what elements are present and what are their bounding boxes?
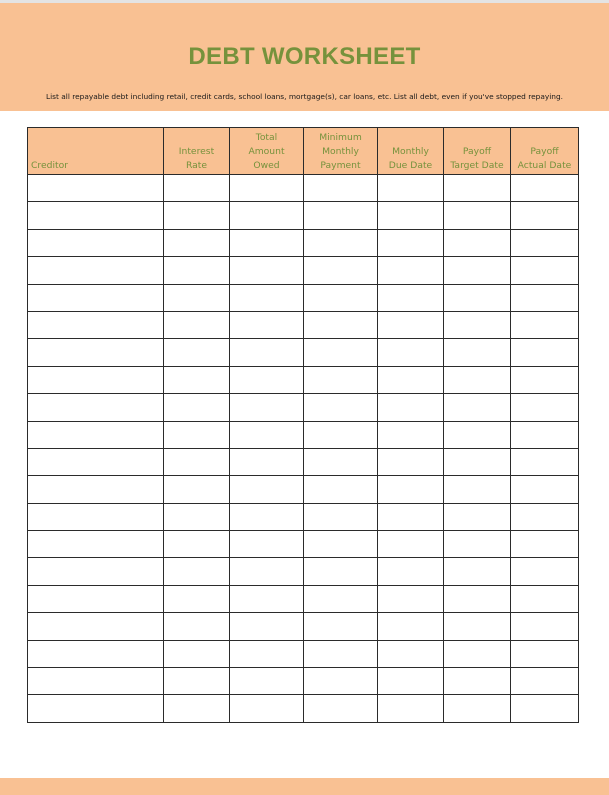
cell-payoff-target-date[interactable] [444,668,511,695]
cell-payoff-target-date[interactable] [444,448,511,475]
cell-payoff-target-date[interactable] [444,284,511,311]
cell-payoff-actual-date[interactable] [511,668,579,695]
table-header [28,128,579,175]
cell-minimum-monthly-payment[interactable] [304,531,378,558]
cell-total-amount-owed[interactable] [230,531,304,558]
cell-creditor[interactable] [28,339,164,366]
cell-creditor[interactable] [28,175,164,202]
cell-payoff-target-date[interactable] [444,531,511,558]
cell-creditor[interactable] [28,284,164,311]
table-row [28,366,579,393]
cell-payoff-target-date[interactable] [444,394,511,421]
cell-creditor[interactable] [28,448,164,475]
column-header-monthly-due-date [378,128,444,175]
table-row [28,613,579,640]
cell-payoff-actual-date[interactable] [511,531,579,558]
cell-payoff-actual-date[interactable] [511,175,579,202]
cell-monthly-due-date[interactable] [378,503,444,530]
cell-interest-rate[interactable] [164,394,230,421]
cell-monthly-due-date[interactable] [378,613,444,640]
cell-creditor[interactable] [28,585,164,612]
cell-creditor[interactable] [28,613,164,640]
column-header-interest-rate [164,128,230,175]
cell-total-amount-owed[interactable] [230,640,304,667]
cell-interest-rate[interactable] [164,585,230,612]
cell-payoff-target-date[interactable] [444,257,511,284]
cell-total-amount-owed[interactable] [230,175,304,202]
cell-interest-rate[interactable] [164,175,230,202]
table-row [28,339,579,366]
cell-total-amount-owed[interactable] [230,585,304,612]
cell-payoff-actual-date[interactable] [511,257,579,284]
cell-minimum-monthly-payment[interactable] [304,202,378,229]
cell-payoff-actual-date[interactable] [511,421,579,448]
column-header-label: Payoff [530,146,559,157]
cell-payoff-actual-date[interactable] [511,695,579,722]
table-row [28,448,579,475]
cell-interest-rate[interactable] [164,668,230,695]
column-header-label: Rate [185,160,208,171]
cell-monthly-due-date[interactable] [378,366,444,393]
cell-payoff-target-date[interactable] [444,202,511,229]
column-header-label: Interest [178,146,215,157]
cell-payoff-target-date[interactable] [444,421,511,448]
cell-interest-rate[interactable] [164,229,230,256]
cell-creditor[interactable] [28,668,164,695]
cell-creditor[interactable] [28,476,164,503]
cell-monthly-due-date[interactable] [378,257,444,284]
cell-monthly-due-date[interactable] [378,448,444,475]
cell-interest-rate[interactable] [164,339,230,366]
cell-minimum-monthly-payment[interactable] [304,448,378,475]
table-row [28,202,579,229]
cell-monthly-due-date[interactable] [378,202,444,229]
column-header-label: Due Date [388,160,433,171]
column-header-label: Creditor [31,160,69,171]
cell-minimum-monthly-payment[interactable] [304,613,378,640]
column-header-payoff-target-date [444,128,511,175]
cell-monthly-due-date[interactable] [378,531,444,558]
cell-total-amount-owed[interactable] [230,366,304,393]
cell-total-amount-owed[interactable] [230,558,304,585]
cell-creditor[interactable] [28,366,164,393]
column-header-minimum-monthly-payment [304,128,378,175]
cell-interest-rate[interactable] [164,640,230,667]
column-header-total-amount-owed [230,128,304,175]
column-header-label: Monthly [322,146,359,157]
table-row [28,558,579,585]
cell-minimum-monthly-payment[interactable] [304,366,378,393]
table-row [28,503,579,530]
column-header-label: Payoff [462,146,492,157]
cell-payoff-actual-date[interactable] [511,202,579,229]
instructions-text: List all repayable debt including retail, credit cards, school loans, mortgage(s), car loans, etc. List all debt, even if you've stopped repaying. [45,92,564,101]
cell-monthly-due-date[interactable] [378,229,444,256]
cell-payoff-target-date[interactable] [444,503,511,530]
column-header-payoff-actual-date [511,128,579,175]
cell-payoff-actual-date[interactable] [511,585,579,612]
cell-payoff-target-date[interactable] [444,311,511,338]
cell-total-amount-owed[interactable] [230,257,304,284]
table-row [28,640,579,667]
cell-total-amount-owed[interactable] [230,229,304,256]
table-row [28,257,579,284]
cell-minimum-monthly-payment[interactable] [304,257,378,284]
cell-payoff-actual-date[interactable] [511,366,579,393]
cell-minimum-monthly-payment[interactable] [304,175,378,202]
table-row [28,476,579,503]
cell-interest-rate[interactable] [164,476,230,503]
page-title: DEBT WORKSHEET [188,43,421,70]
cell-monthly-due-date[interactable] [378,668,444,695]
cell-payoff-target-date[interactable] [444,366,511,393]
cell-creditor[interactable] [28,695,164,722]
cell-payoff-target-date[interactable] [444,229,511,256]
cell-interest-rate[interactable] [164,613,230,640]
table-row [28,531,579,558]
cell-interest-rate[interactable] [164,421,230,448]
cell-payoff-target-date[interactable] [444,476,511,503]
cell-monthly-due-date[interactable] [378,284,444,311]
cell-minimum-monthly-payment[interactable] [304,558,378,585]
column-header-label: Target Date [450,160,504,171]
table-row [28,585,579,612]
cell-interest-rate[interactable] [164,448,230,475]
table-row [28,229,579,256]
cell-minimum-monthly-payment[interactable] [304,421,378,448]
cell-minimum-monthly-payment[interactable] [304,229,378,256]
cell-minimum-monthly-payment[interactable] [304,394,378,421]
table-row [28,668,579,695]
column-header-creditor [28,128,164,175]
cell-minimum-monthly-payment[interactable] [304,695,378,722]
cell-total-amount-owed[interactable] [230,613,304,640]
table-row [28,175,579,202]
table-row [28,421,579,448]
cell-creditor[interactable] [28,394,164,421]
table-row [28,284,579,311]
cell-creditor[interactable] [28,229,164,256]
cell-minimum-monthly-payment[interactable] [304,640,378,667]
cell-minimum-monthly-payment[interactable] [304,339,378,366]
column-header-label: Actual Date [517,160,572,171]
cell-monthly-due-date[interactable] [378,311,444,338]
cell-minimum-monthly-payment[interactable] [304,284,378,311]
cell-creditor[interactable] [28,202,164,229]
cell-payoff-actual-date[interactable] [511,640,579,667]
cell-payoff-target-date[interactable] [444,558,511,585]
cell-payoff-target-date[interactable] [444,695,511,722]
cell-interest-rate[interactable] [164,531,230,558]
cell-interest-rate[interactable] [164,695,230,722]
cell-total-amount-owed[interactable] [230,311,304,338]
cell-payoff-actual-date[interactable] [511,394,579,421]
cell-total-amount-owed[interactable] [230,476,304,503]
cell-interest-rate[interactable] [164,311,230,338]
cell-total-amount-owed[interactable] [230,394,304,421]
cell-payoff-actual-date[interactable] [511,476,579,503]
cell-minimum-monthly-payment[interactable] [304,668,378,695]
cell-monthly-due-date[interactable] [378,558,444,585]
cell-payoff-target-date[interactable] [444,339,511,366]
cell-minimum-monthly-payment[interactable] [304,311,378,338]
table-body [28,175,579,723]
cell-monthly-due-date[interactable] [378,476,444,503]
column-header-label: Minimum [319,132,362,143]
cell-payoff-actual-date[interactable] [511,229,579,256]
cell-monthly-due-date[interactable] [378,394,444,421]
cell-payoff-actual-date[interactable] [511,558,579,585]
cell-payoff-actual-date[interactable] [511,311,579,338]
cell-interest-rate[interactable] [164,202,230,229]
column-header-label: Owed [253,160,280,171]
cell-creditor[interactable] [28,640,164,667]
cell-payoff-target-date[interactable] [444,613,511,640]
cell-monthly-due-date[interactable] [378,640,444,667]
cell-interest-rate[interactable] [164,257,230,284]
cell-monthly-due-date[interactable] [378,175,444,202]
table-row [28,311,579,338]
cell-monthly-due-date[interactable] [378,421,444,448]
cell-interest-rate[interactable] [164,284,230,311]
table-row [28,394,579,421]
cell-total-amount-owed[interactable] [230,421,304,448]
column-header-label: Total [255,132,278,143]
cell-minimum-monthly-payment[interactable] [304,476,378,503]
cell-interest-rate[interactable] [164,366,230,393]
cell-total-amount-owed[interactable] [230,668,304,695]
cell-payoff-actual-date[interactable] [511,448,579,475]
cell-total-amount-owed[interactable] [230,695,304,722]
cell-minimum-monthly-payment[interactable] [304,503,378,530]
cell-creditor[interactable] [28,503,164,530]
debt-table [27,127,579,723]
cell-total-amount-owed[interactable] [230,284,304,311]
cell-total-amount-owed[interactable] [230,339,304,366]
header-row [28,128,579,175]
cell-monthly-due-date[interactable] [378,695,444,722]
cell-payoff-actual-date[interactable] [511,613,579,640]
cell-payoff-target-date[interactable] [444,585,511,612]
cell-payoff-actual-date[interactable] [511,503,579,530]
column-header-label: Payment [320,160,361,171]
cell-creditor[interactable] [28,531,164,558]
cell-creditor[interactable] [28,421,164,448]
column-header-label: Amount [248,146,285,157]
cell-total-amount-owed[interactable] [230,202,304,229]
cell-interest-rate[interactable] [164,503,230,530]
cell-monthly-due-date[interactable] [378,339,444,366]
cell-total-amount-owed[interactable] [230,503,304,530]
cell-minimum-monthly-payment[interactable] [304,585,378,612]
cell-creditor[interactable] [28,311,164,338]
cell-interest-rate[interactable] [164,558,230,585]
cell-payoff-actual-date[interactable] [511,339,579,366]
column-header-label: Monthly [392,146,429,157]
table-row [28,695,579,722]
cell-total-amount-owed[interactable] [230,448,304,475]
cell-creditor[interactable] [28,257,164,284]
cell-payoff-target-date[interactable] [444,175,511,202]
cell-payoff-actual-date[interactable] [511,284,579,311]
cell-monthly-due-date[interactable] [378,585,444,612]
cell-creditor[interactable] [28,558,164,585]
footer-band [0,778,609,795]
cell-payoff-target-date[interactable] [444,640,511,667]
